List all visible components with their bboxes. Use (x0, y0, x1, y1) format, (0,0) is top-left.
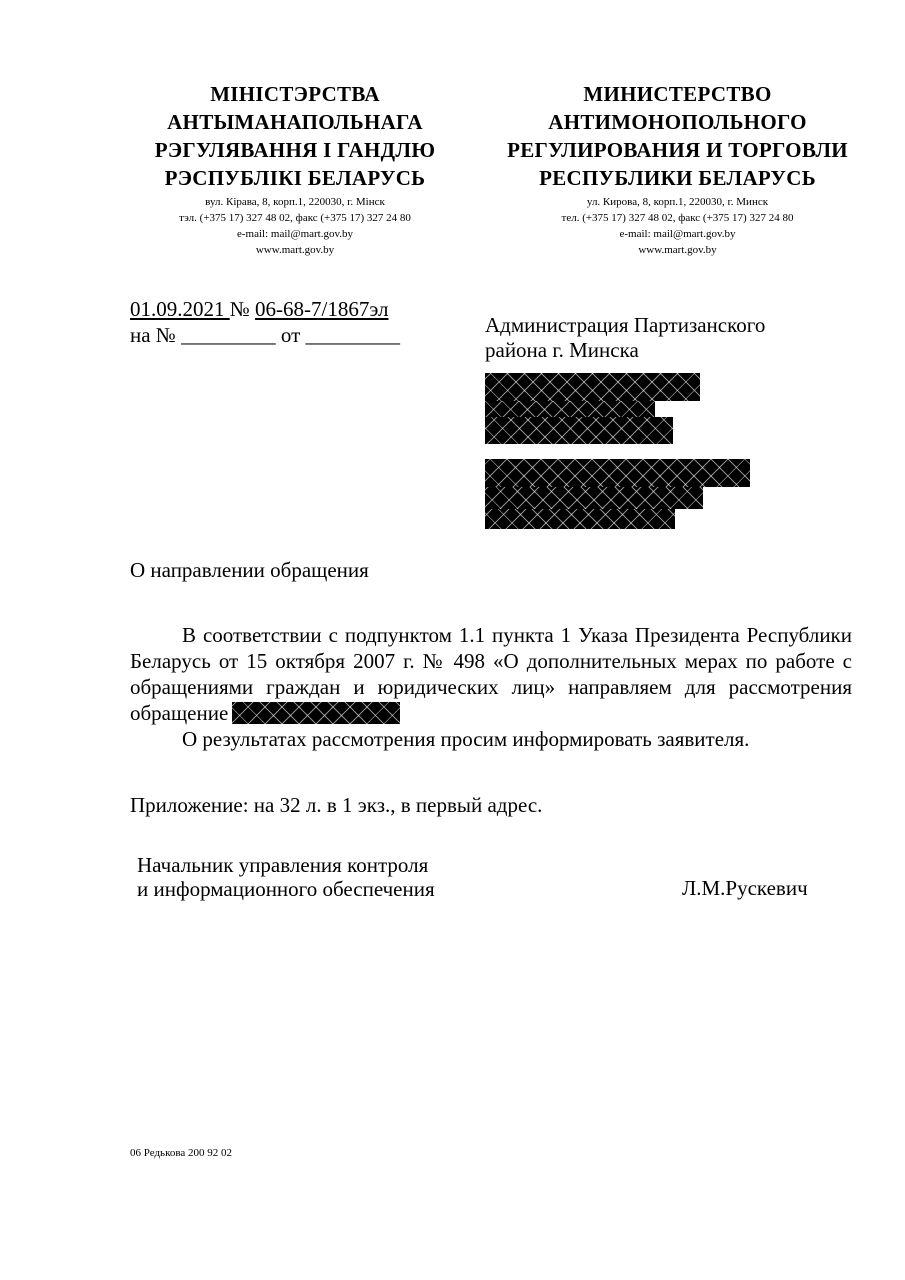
title-line: МИНИСТЕРСТВО (583, 82, 772, 106)
redacted-block (485, 401, 655, 417)
addressee (485, 313, 765, 363)
signatory-name: Л.М.Рускевич (682, 876, 808, 900)
ministry-title-russian (495, 80, 860, 192)
address: вул. Кірава, 8, корп.1, 220030, г. Мінск (205, 196, 385, 208)
from-label: от (280, 323, 301, 347)
phone: тел. (+375 17) 327 48 02, факс (+375 17) 327 24 80 (561, 212, 794, 224)
header-right (495, 80, 860, 258)
letter-body (130, 622, 852, 752)
website: www.mart.gov.by (638, 244, 717, 256)
redacted-block (485, 487, 703, 509)
addressee-line: Администрация Партизанского (485, 313, 766, 337)
contact-block-russian (495, 194, 860, 258)
body-paragraph-text: В соответствии с подпунктом 1.1 пункта 1 Указа Президента Республики Беларусь от 15 октября 2007 г. № 498 «О дополнительных мерах по работе с обращениями граждан и юридических лиц» направляем для рассмотрения обращение (130, 623, 852, 725)
title-line: АНТЫМАНАПОЛЬНАГА (167, 110, 423, 134)
number-sign: № (229, 297, 250, 321)
registration-date: 01.09.2021 (130, 297, 225, 321)
redacted-block (485, 509, 675, 529)
address: ул. Кирова, 8, корп.1, 220030, г. Минск (586, 196, 769, 208)
registration-number: 06-68-7/1867эл (255, 297, 389, 321)
position-line: Начальник управления контроля (137, 853, 429, 877)
signatory-position (137, 853, 435, 901)
title-line: РЕСПУБЛИКИ БЕЛАРУСЬ (539, 166, 816, 190)
attachment-line: Приложение: на 32 л. в 1 экз., в первый адрес. (130, 793, 543, 817)
from-blank: _________ (305, 323, 401, 347)
body-paragraph: О результатах рассмотрения просим информировать заявителя. (182, 727, 750, 751)
title-line: РЭСПУБЛІКІ БЕЛАРУСЬ (164, 166, 426, 190)
title-line: РЕГУЛИРОВАНИЯ И ТОРГОВЛИ (507, 138, 848, 162)
redacted-block (485, 417, 673, 444)
email: e-mail: mail@mart.gov.by (236, 228, 354, 240)
reference-line (130, 322, 400, 348)
title-line: АНТИМОНОПОЛЬНОГО (548, 110, 807, 134)
subject-line: О направлении обращения (130, 558, 369, 582)
phone: тэл. (+375 17) 327 48 02, факс (+375 17) 327 24 80 (179, 212, 411, 224)
reference-label: на № (130, 323, 176, 347)
contact-block-belarusian (130, 194, 460, 258)
title-line: РЭГУЛЯВАННЯ І ГАНДЛЮ (154, 138, 436, 162)
header-left (130, 80, 460, 258)
registration-number-line (130, 296, 388, 322)
ministry-title-belarusian (130, 80, 460, 192)
position-line: и информационного обеспечения (137, 877, 435, 901)
redacted-block (485, 373, 700, 401)
executor-info: 06 Редькова 200 92 02 (130, 1147, 233, 1159)
email: e-mail: mail@mart.gov.by (619, 228, 736, 240)
redacted-inline (232, 702, 400, 724)
reference-blank: _________ (181, 323, 276, 347)
website: www.mart.gov.by (255, 244, 335, 256)
redacted-block (485, 459, 750, 487)
title-line: МІНІСТЭРСТВА (210, 82, 380, 106)
body-paragraph (130, 622, 852, 726)
addressee-line: района г. Минска (485, 338, 639, 362)
